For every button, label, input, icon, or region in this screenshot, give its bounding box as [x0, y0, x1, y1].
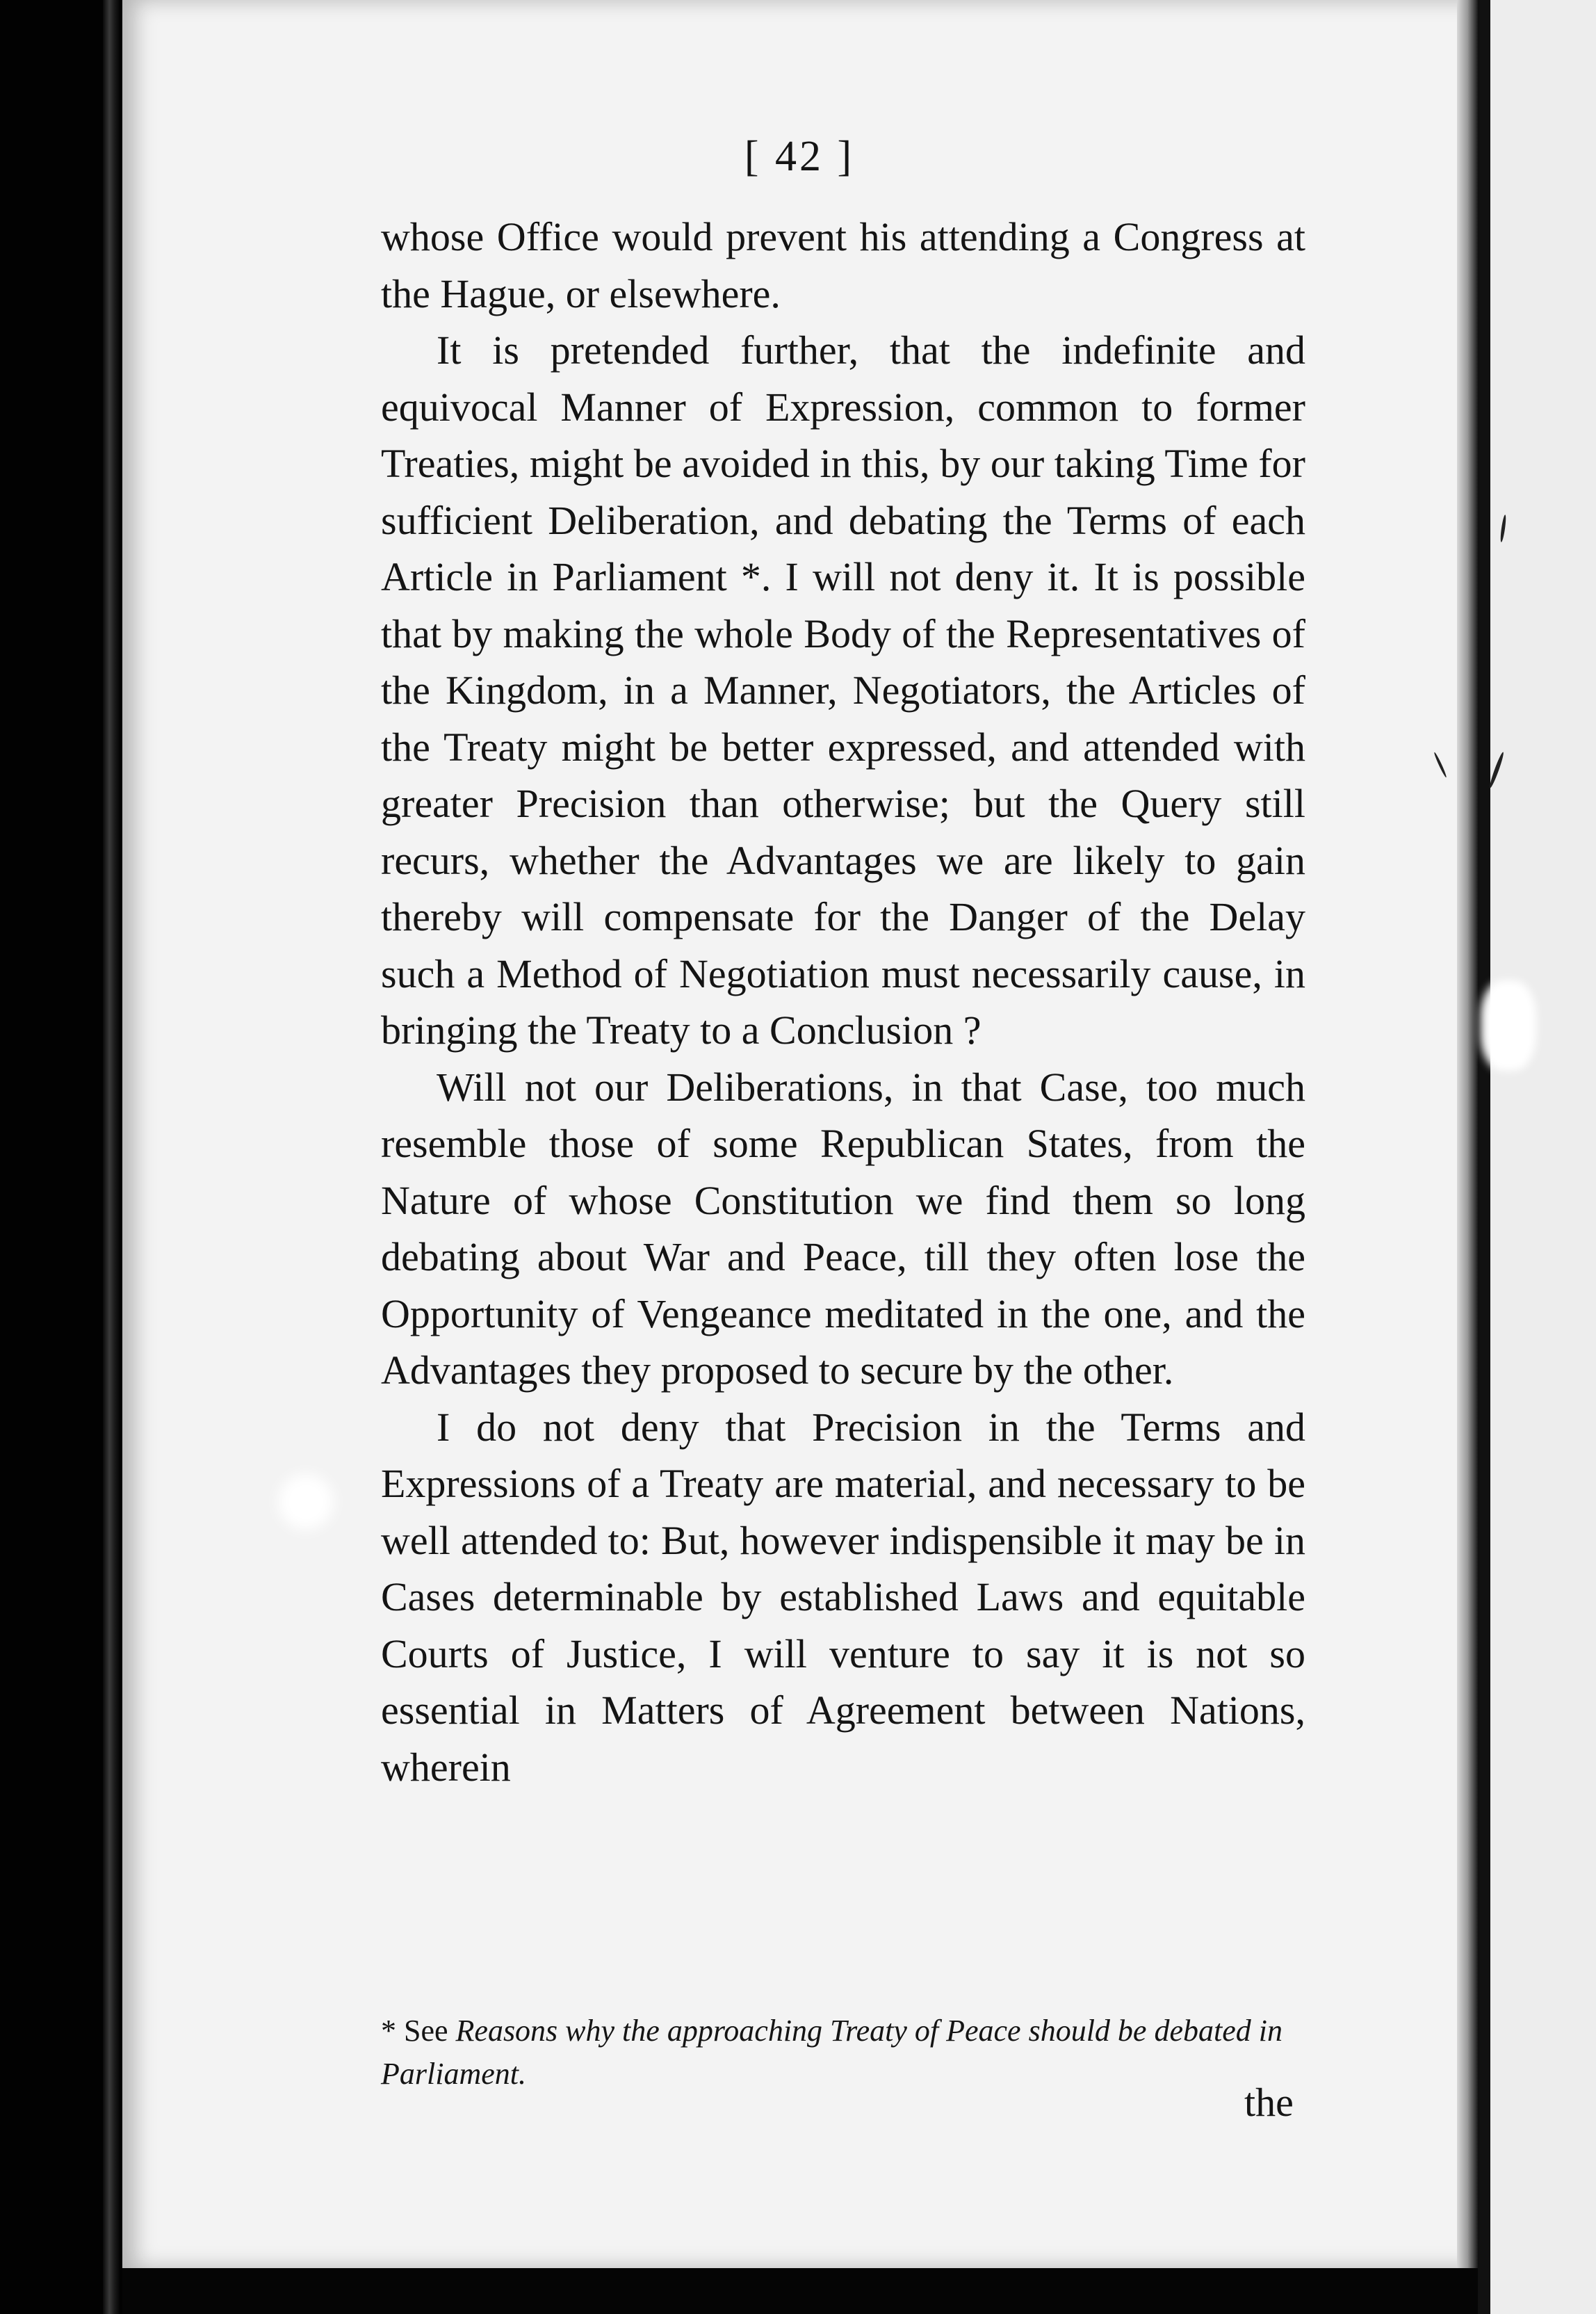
paragraph: I do not deny that Precision in the Terms and Expressions of a Treaty are material, and necessary to be well attended to: But, however indispensible it may be in Cases determinable by established Laws and equitable Courts of Justice, I will venture to say it is not so essential in Matters of Agreement between Nations, wherein: [381, 1404, 1305, 1790]
catchword: the: [1244, 2080, 1294, 2125]
paragraph: It is pretended further, that the indefinite and equivocal Manner of Expression, common to former Treaties, might be avoided in this, by our taking Time for sufficient Deliberation, and debating the Terms of each Article in Parliament *. I will not deny it. It is possible that by making the whole Body of the Representatives of the Kingdom, in a Manner, Negotiators, the Articles of the Treaty might be better expressed, and attended with greater Precision than otherwise; but the Query still recurs, whether the Advantages we are likely to gain thereby will compensate for the Danger of the Delay such a Method of Negotiation must necessarily cause, in bringing the Treaty to a Conclusion ?: [381, 327, 1305, 1053]
page-number: [ 42 ]: [744, 133, 855, 180]
paper-blot: [1481, 980, 1536, 1071]
paragraph: Will not our Deliberations, in that Case, too much resemble those of some Republican States, from the Nature of whose Constitution we find them so long debating about War and Peace, till they often lose the Opportunity of Vengeance meditated in the one, and the Advantages they proposed to secure by the other.: [381, 1064, 1305, 1393]
body-text: [381, 209, 1305, 1795]
binding-edge: [103, 0, 120, 2314]
bottom-margin-strip: [122, 2268, 1478, 2314]
page-right-edge: [1457, 0, 1478, 2268]
paragraph: whose Office would prevent his attending a Congress at the Hague, or elsewhere.: [381, 214, 1305, 316]
page-fold: [1478, 0, 1490, 2314]
footnote-title: Reasons why the approaching Treaty of Peace should be debated in Parliament.: [381, 2014, 1282, 2091]
facing-page-strip: [1478, 0, 1596, 2314]
footnote-marker: * See: [381, 2014, 448, 2048]
paper-blot: [278, 1474, 334, 1530]
footnote: [381, 2009, 1305, 2096]
